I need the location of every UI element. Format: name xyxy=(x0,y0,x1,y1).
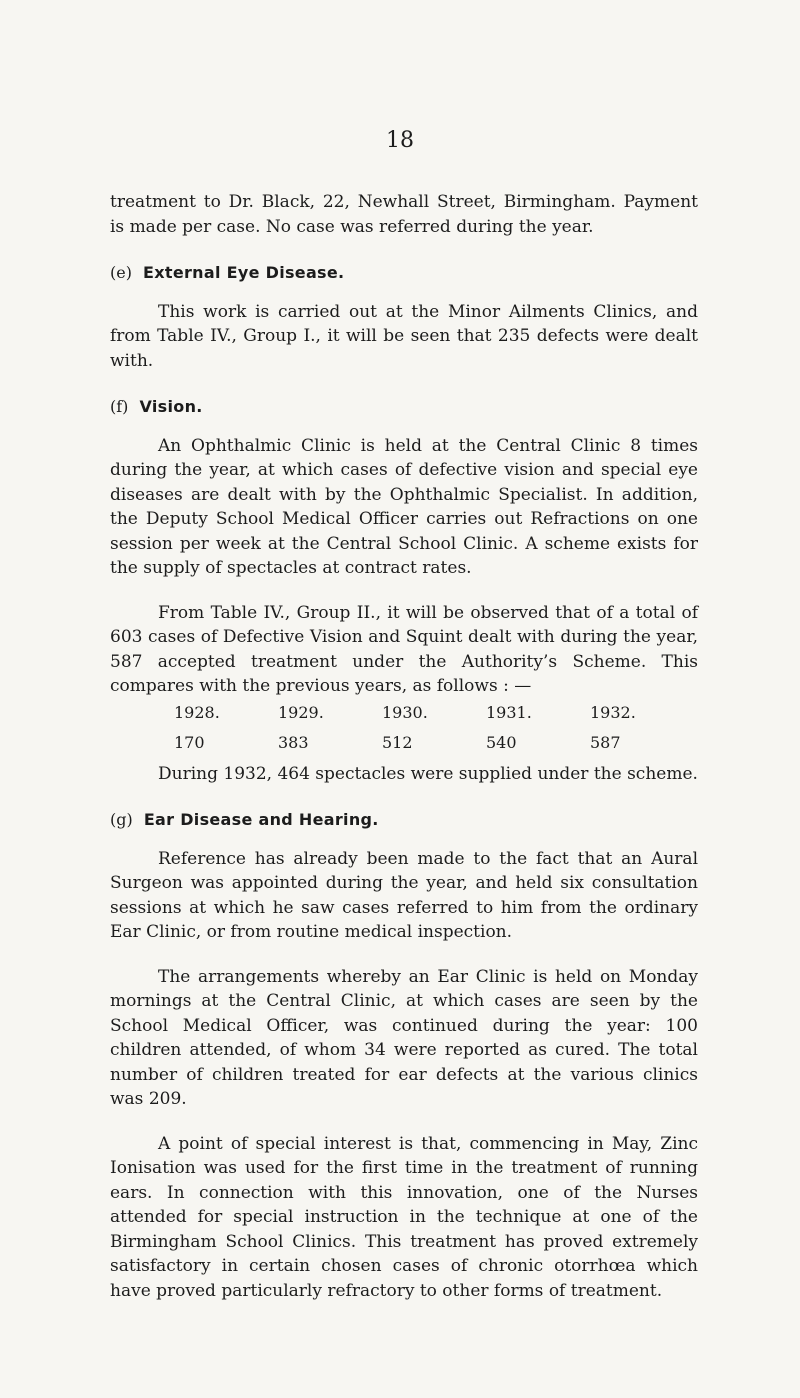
paragraph-spectacles: During 1932, 464 spectacles were supplied under the scheme. xyxy=(158,763,698,784)
section-heading-vision xyxy=(110,395,698,420)
section-letter: (e) xyxy=(110,263,132,282)
page-number: 18 xyxy=(386,128,414,153)
section-title: Ear Disease and Hearing. xyxy=(143,810,379,829)
year-cell: 1930. xyxy=(382,702,428,722)
section-title: External Eye Disease. xyxy=(143,263,345,282)
years-header-row xyxy=(174,701,698,726)
value-cell: 512 xyxy=(382,733,413,752)
page-body xyxy=(110,190,698,1303)
paragraph-zinc-ionisation: A point of special interest is that, commencing in May, Zinc Ionisation was used for the first time in the treatment of running ears. In connection with this innovation, one of the Nurses attended for special instruction in the technique at one of the Birmingham School Clinics. This treatment has proved extremely satisfactory in certain chosen cases of chronic otorrhœa which have proved particularly refractory to other forms of treatment. xyxy=(110,1133,698,1301)
year-cell: 1931. xyxy=(486,702,532,722)
value-cell: 170 xyxy=(174,733,205,752)
year-cell: 1928. xyxy=(174,702,220,722)
years-values-row xyxy=(174,731,698,756)
section-title: Vision. xyxy=(139,397,203,416)
value-cell: 383 xyxy=(278,733,309,752)
paragraph-vision-cases: From Table IV., Group II., it will be observed that of a total of 603 cases of Defective Vision and Squint dealt with during the year, 587 accepted treatment under the Authority’s Scheme. This compares with the previous years, as follows : — xyxy=(110,602,698,696)
years-comparison-table xyxy=(174,701,698,756)
section-heading-external-eye xyxy=(110,261,698,286)
section-heading-ear xyxy=(110,808,698,833)
paragraph-ear-clinic: The arrangements whereby an Ear Clinic is held on Monday mornings at the Central Clinic, at which cases are seen by the School Medical Officer, was continued during the year: 100 children attended, of whom 34 were reported as cured. The total number of children treated for ear defects at the various clinics was 209. xyxy=(110,966,698,1109)
paragraph-aural-surgeon: Reference has already been made to the fact that an Aural Surgeon was appointed during the year, and held six consultation sessions at which he saw cases referred to him from the ordinary Ear Clinic, or from routine medical inspection. xyxy=(110,848,698,942)
paragraph-external-eye: This work is carried out at the Minor Ailments Clinics, and from Table IV., Group I., it will be seen that 235 defects were dealt with. xyxy=(110,301,698,371)
paragraph-intro: treatment to Dr. Black, 22, Newhall Street, Birmingham. Payment is made per case. No case was referred during the year. xyxy=(110,192,698,237)
paragraph-vision-clinic: An Ophthalmic Clinic is held at the Central Clinic 8 times during the year, at which cases of defective vision and special eye diseases are dealt with by the Ophthalmic Specialist. In addition, the Deputy School Medical Officer carries out Refractions on one session per week at the Central School Clinic. A scheme exists for the supply of spectacles at contract rates. xyxy=(110,435,698,578)
value-cell: 540 xyxy=(486,733,517,752)
section-letter: (g) xyxy=(110,810,133,829)
section-letter: (f) xyxy=(110,397,129,416)
value-cell: 587 xyxy=(590,733,621,752)
year-cell: 1932. xyxy=(590,702,636,722)
year-cell: 1929. xyxy=(278,702,324,722)
